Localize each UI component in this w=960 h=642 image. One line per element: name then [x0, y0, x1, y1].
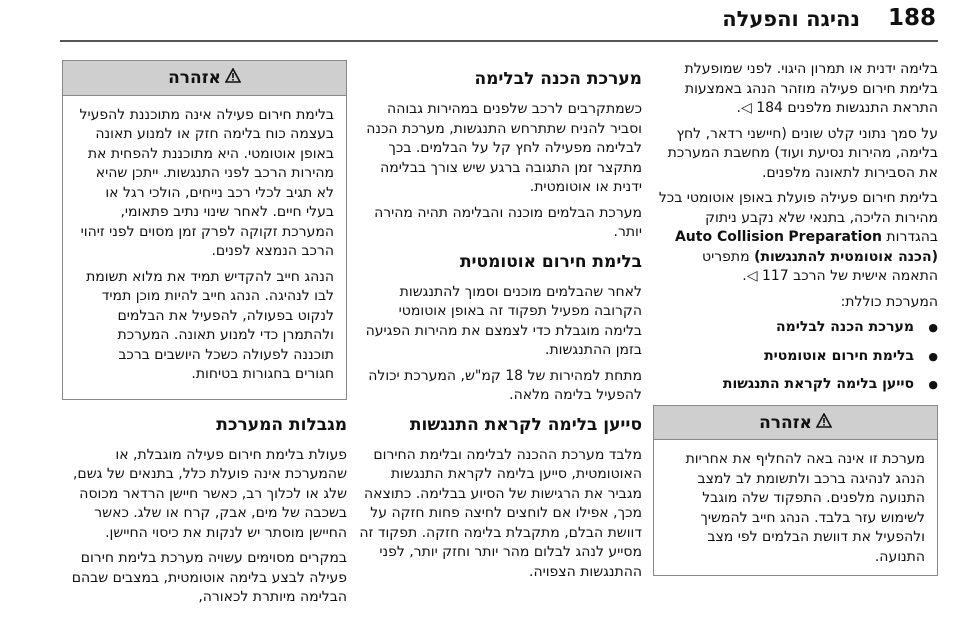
warning-icon — [816, 413, 832, 434]
section-heading: סייען בלימה לקראת התנגשות — [409, 414, 642, 435]
text-segment: בלימת חירום פעילה פועלת באופן אוטומטי בכל מהירות הליכה, בתנאי שלא נקבע ניתוק בהגדרות — [658, 190, 938, 245]
warning-box — [62, 60, 347, 400]
paragraph: פעולת בלימת חירום פעילה מוגבלת, או שהמערכת אינה פועלת כלל, בתנאים של גשם, שלג או לכלוך רב, כאשר חיישן הרדאר מכוסה בשכבה של מים, אבק, קרח או שלג. כאשר החיישן מוסתר יש לנקות את כיסוי החיישן. — [72, 446, 347, 541]
setting-name: Auto Collision — [674, 229, 784, 245]
page-number: 188 — [887, 5, 936, 31]
warning-content — [63, 96, 346, 399]
header-divider — [60, 40, 938, 42]
warning-icon — [225, 68, 241, 89]
paragraph: על סמך נתוני קלט שונים (חיישני רדאר, לחץ בלימה, מהירות נסיעת ועוד) מחשבת המערכת את הסבירות לתאונה מלפנים. — [667, 125, 938, 181]
section-heading: מגבלות המערכת — [216, 414, 347, 435]
warning-header — [654, 406, 937, 441]
paragraph: לאחר שהבלמים מוכנים וסמוך להתנגשות הקרובה מפעיל תפקוד זה באופן אוטומטי בלימה מוגבלת כדי לצמצם את מהירות הפגיעה בזמן ההתנגשות. — [365, 283, 642, 358]
warning-header — [63, 61, 346, 96]
warning-title: אזהרה — [759, 412, 812, 433]
paragraph: במקרים מסוימים עשויה מערכת בלימת חירום פעילה לבצע בלימה אוטומטית, במצבים שבהם הבלימה מיותרת לכאורה, — [71, 550, 347, 605]
list-item: ● סייען בלימה לקראת התנגשות — [653, 375, 938, 395]
section-heading: מערכת הכנה לבלימה — [474, 69, 642, 89]
list-item: ● בלימת חירום אוטומטית — [653, 347, 938, 367]
column-middle — [357, 60, 642, 588]
setting-name: Preparation — [788, 229, 882, 245]
feature-list — [653, 318, 938, 395]
text-segment: מתפריט התאמה אישית של הרכב 117 ◁. — [702, 248, 938, 284]
column-left — [62, 60, 347, 614]
paragraph: בלימה ידנית או תמרון היגוי. לפני שמופעלת בלימת חירום פעילה מוזהר הנהג באמצעות התראת התנגשות מלפנים 184 ◁. — [684, 61, 938, 116]
paragraph — [653, 189, 938, 287]
paragraph: מערכת הבלמים מוכנה והבלימה תהיה מהירה יותר. — [374, 204, 642, 240]
paragraph: כשמתקרבים לרכב שלפנים במהירות גבוהה וסביר להניח שתתרחש התנגשות, מערכת הכנה לבלימה מפעילה לחץ קל על הבלמים. בכך מתקצר זמן התגובה ברגע שיש צורך בבלימה ידנית או אוטומטית. — [366, 101, 642, 195]
paragraph: מלבד מערכת ההכנה לבלימה ובלימת החירום האוטומטית, סייען בלימה לקראת התנגשות מגביר את הרגישות של הסיוע בבלימה. כתוצאה מכך, אפילו אם לוחצים לחיצה פחות חזקה על דוושת הבלם, מתקבלת בלימה חזקה. תפקוד זה מסייע לנהג לבלום מהר יותר וחזק יותר, לפני ההתנגשות הצפויה. — [359, 446, 642, 580]
column-right — [653, 60, 938, 590]
paragraph: בלימת חירום פעילה אינה מתוכננת להפעיל בעצמה כוח בלימה חזק או למנוע תאונה באופן אוטומטי. היא מתוכננת להפחית את מהירות הרכב לפני התנגשות. ייתכן שהיא לא תגיב לכלי רכב נייחים, הולכי רגל או בעלי חיים. לאחר שינוי נתיב פתאומי, המערכת זקוקה לפרק זמן מסוים לפני זיהוי הרכב הנמצא לפנים. — [79, 106, 334, 259]
warning-box — [653, 405, 938, 577]
warning-title: אזהרה — [168, 68, 221, 88]
paragraph: המערכת כוללת: — [840, 293, 938, 310]
section-heading: בלימת חירום אוטומטית — [459, 251, 642, 272]
warning-text: מערכת זו אינה באה להחליף את אחריות הנהג לנהיגה ברכב ולתשומת לב למצב התנועה מלפנים. התפקוד שלה מוגבל לשימוש עזר בלבד. הנהג חייב להמשיך ולהפעיל את דוושת הבלמים לפי מצב התנועה. — [685, 451, 925, 565]
paragraph: מתחת למהירות של 18 קמ"ש, המערכת יכולה להפעיל בלימה מלאה. — [368, 367, 642, 403]
setting-name-translation: (הכנה אוטומטית להתנגשות) — [754, 248, 938, 265]
paragraph: הנהג חייב להקדיש תמיד את מלוא תשומת לבו לנהיגה. הנהג חייב להיות מוכן תמיד לנקוט בפעולה, להפעיל את הבלמים ולהתמרן כדי למנוע תאונה. המערכת תוכננה לפעולה כשכל היושבים ברכב חגורים בחגורות בטיחות. — [86, 268, 334, 382]
list-item: ● מערכת הכנה לבלימה — [653, 318, 938, 338]
page-title: נהיגה והפעלה — [722, 7, 860, 31]
